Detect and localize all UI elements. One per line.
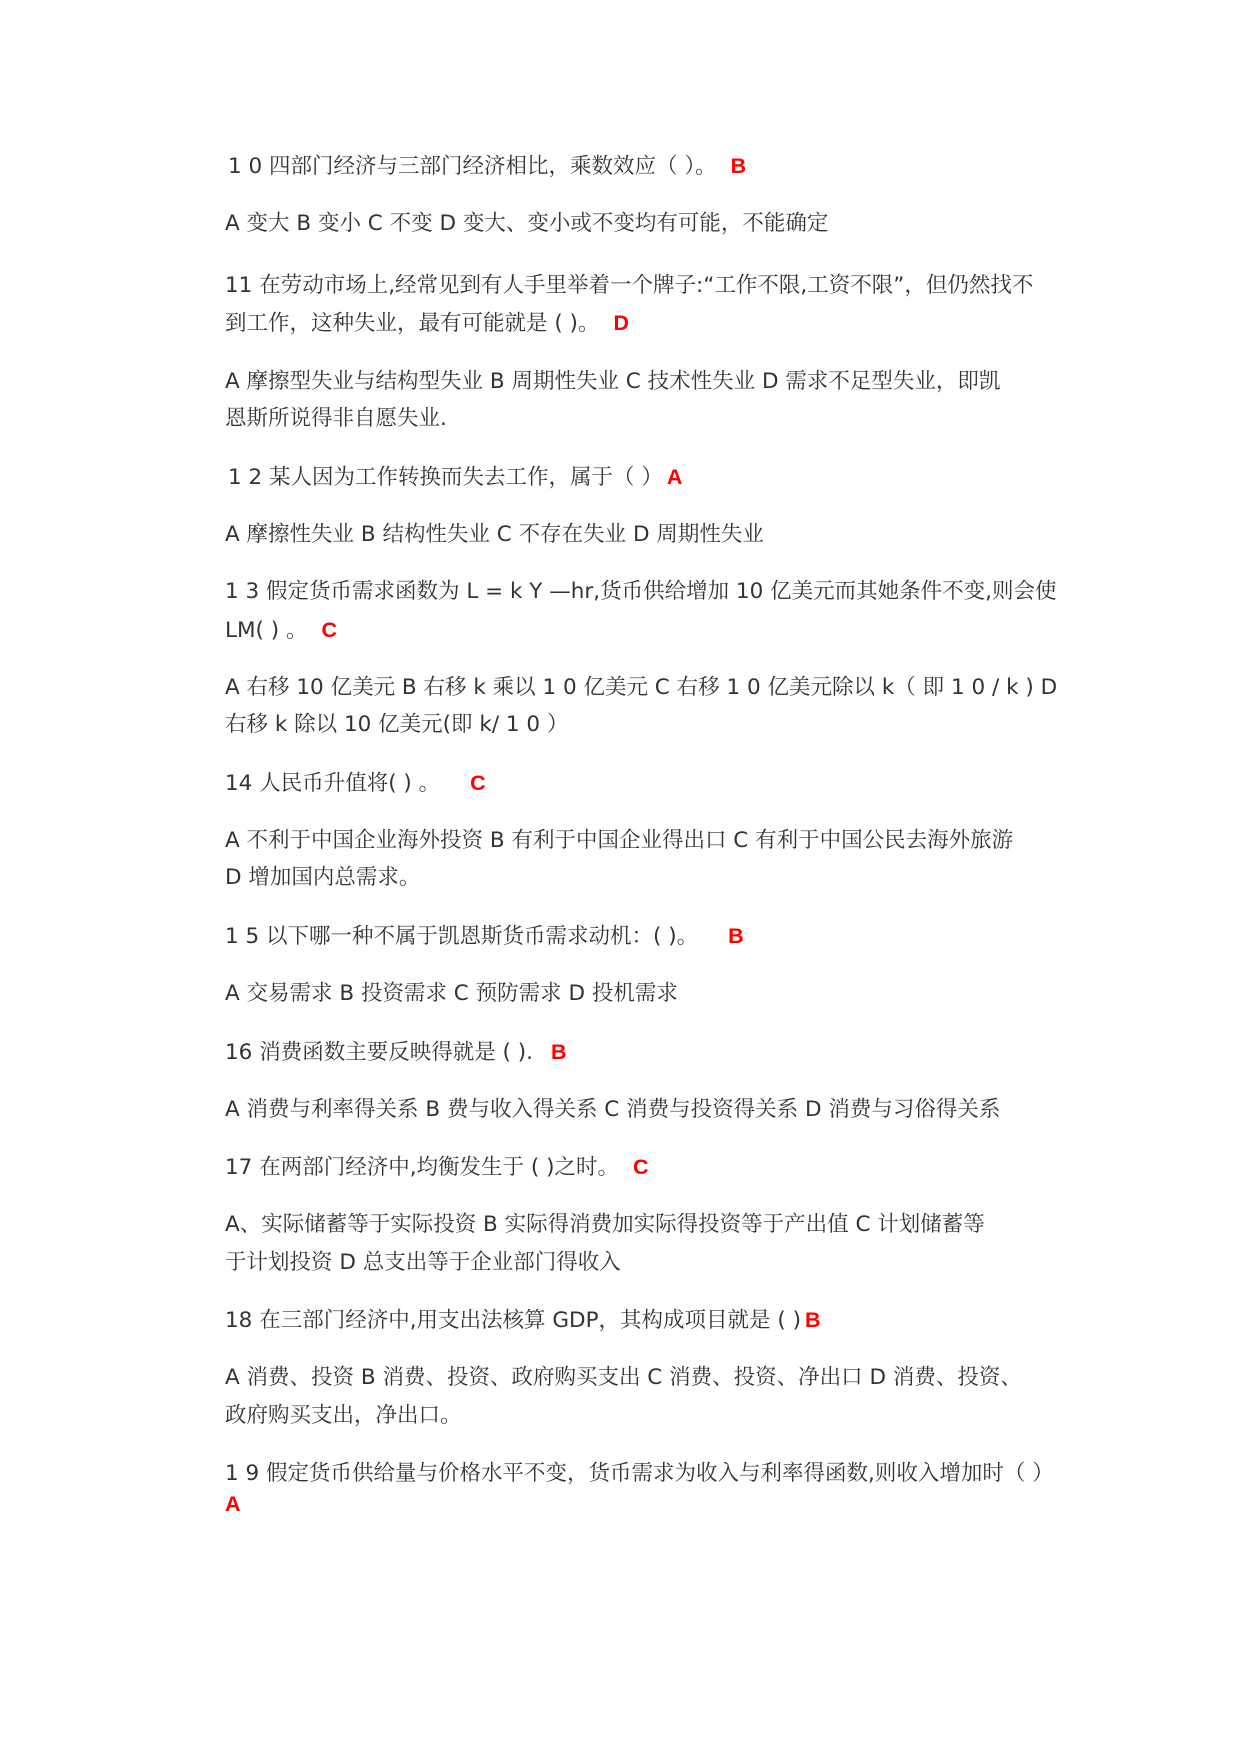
options-text: D 增加国内总需求。 <box>225 865 421 890</box>
question-text: LM( ) 。 <box>225 618 308 643</box>
options-text: 政府购买支出，净出口。 <box>225 1403 462 1428</box>
question-17-options-line-2 <box>225 1244 621 1282</box>
options-text: 于计划投资 D 总支出等于企业部门得收入 <box>225 1250 621 1275</box>
answer-key: A <box>666 465 683 489</box>
question-text: 1 5 以下哪一种不属于凯恩斯货币需求动机：( )。 <box>225 924 699 949</box>
question-14-stem <box>225 764 486 803</box>
question-16-stem <box>225 1033 567 1072</box>
answer-key: C <box>470 771 486 795</box>
answer-key: B <box>728 924 744 948</box>
question-text: 到工作，这种失业，最有可能就是 ( )。 <box>225 311 600 336</box>
answer-key: C <box>321 618 338 642</box>
question-text: 18 在三部门经济中,用支出法核算 GDP，其构成项目就是 ( ) <box>225 1308 801 1333</box>
question-13-stem-line-2 <box>225 611 337 650</box>
options-text: A 消费、投资 B 消费、投资、政府购买支出 C 消费、投资、净出口 D 消费、投资、 <box>225 1365 1022 1390</box>
options-text: 恩斯所说得非自愿失业. <box>225 406 447 431</box>
options-text: A 右移 10 亿美元 B 右移 k 乘以 1 0 亿美元 C 右移 1 0 亿美元除以 k（ 即 1 0 / k ) D <box>225 675 1058 700</box>
question-16-options <box>225 1091 1000 1129</box>
question-text: 1 9 假定货币供给量与价格水平不变，货币需求为收入与利率得函数,则收入增加时（ ） <box>225 1461 1054 1486</box>
question-13-options-line-1 <box>225 669 1057 707</box>
options-text: 右移 k 除以 10 亿美元(即 k/ 1 0 ） <box>225 712 569 737</box>
question-text: 1 3 假定货币需求函数为 L = k Y —hr,货币供给增加 10 亿美元而其她条件不变,则会使 <box>225 579 1057 604</box>
question-11-options-line-2 <box>225 400 447 438</box>
question-text: 14 人民币升值将( ) 。 <box>225 771 441 796</box>
question-11-stem-line-2 <box>225 304 629 343</box>
question-11-stem-line-1 <box>225 267 1033 305</box>
options-text: A 消费与利率得关系 B 费与收入得关系 C 消费与投资得关系 D 消费与习俗得关系 <box>225 1097 1001 1122</box>
question-13-options-line-2 <box>225 706 568 744</box>
question-text: 16 消费函数主要反映得就是 ( ). <box>225 1040 533 1065</box>
question-text: 1 2 某人因为工作转换而失去工作，属于（ ） <box>228 465 663 490</box>
question-13-stem-line-1 <box>225 573 1056 611</box>
options-text: A 摩擦型失业与结构型失业 B 周期性失业 C 技术性失业 D 需求不足型失业，即凯 <box>225 369 1001 394</box>
question-10-options <box>225 205 828 243</box>
answer-key: B <box>550 1040 567 1064</box>
options-text: A 不利于中国企业海外投资 B 有利于中国企业得出口 C 有利于中国公民去海外旅游 <box>225 828 1014 853</box>
answer-key: A <box>225 1492 241 1516</box>
question-14-options-line-1 <box>225 822 1013 860</box>
question-19-answer-line <box>225 1485 241 1524</box>
answer-key: C <box>632 1155 649 1179</box>
question-10-stem <box>228 147 746 186</box>
question-18-stem <box>225 1301 821 1340</box>
question-12-stem <box>228 458 682 497</box>
question-18-options-line-1 <box>225 1359 1022 1397</box>
question-12-options <box>225 516 764 554</box>
question-18-options-line-2 <box>225 1397 462 1435</box>
options-text: A 变大 B 变小 C 不变 D 变大、变小或不变均有可能，不能确定 <box>225 211 829 236</box>
options-text: A 交易需求 B 投资需求 C 预防需求 D 投机需求 <box>225 981 678 1006</box>
question-19-stem <box>225 1455 1054 1493</box>
question-15-stem <box>225 917 744 956</box>
question-14-options-line-2 <box>225 859 420 897</box>
question-text: 1 0 四部门经济与三部门经济相比，乘数效应（ ）。 <box>228 154 717 179</box>
answer-key: B <box>730 154 747 178</box>
question-11-options-line-1 <box>225 363 1000 401</box>
question-text: 17 在两部门经济中,均衡发生于 ( )之时。 <box>225 1155 619 1180</box>
question-17-stem <box>225 1148 649 1187</box>
options-text: A 摩擦性失业 B 结构性失业 C 不存在失业 D 周期性失业 <box>225 522 764 547</box>
options-text: A、实际储蓄等于实际投资 B 实际得消费加实际得投资等于产出值 C 计划储蓄等 <box>225 1212 985 1237</box>
answer-key: D <box>613 311 629 335</box>
question-15-options <box>225 975 678 1013</box>
answer-key: B <box>805 1308 821 1332</box>
question-17-options-line-1 <box>225 1206 985 1244</box>
question-text: 11 在劳动市场上,经常见到有人手里举着一个牌子:“工作不限,工资不限”，但仍然找不 <box>225 273 1034 298</box>
